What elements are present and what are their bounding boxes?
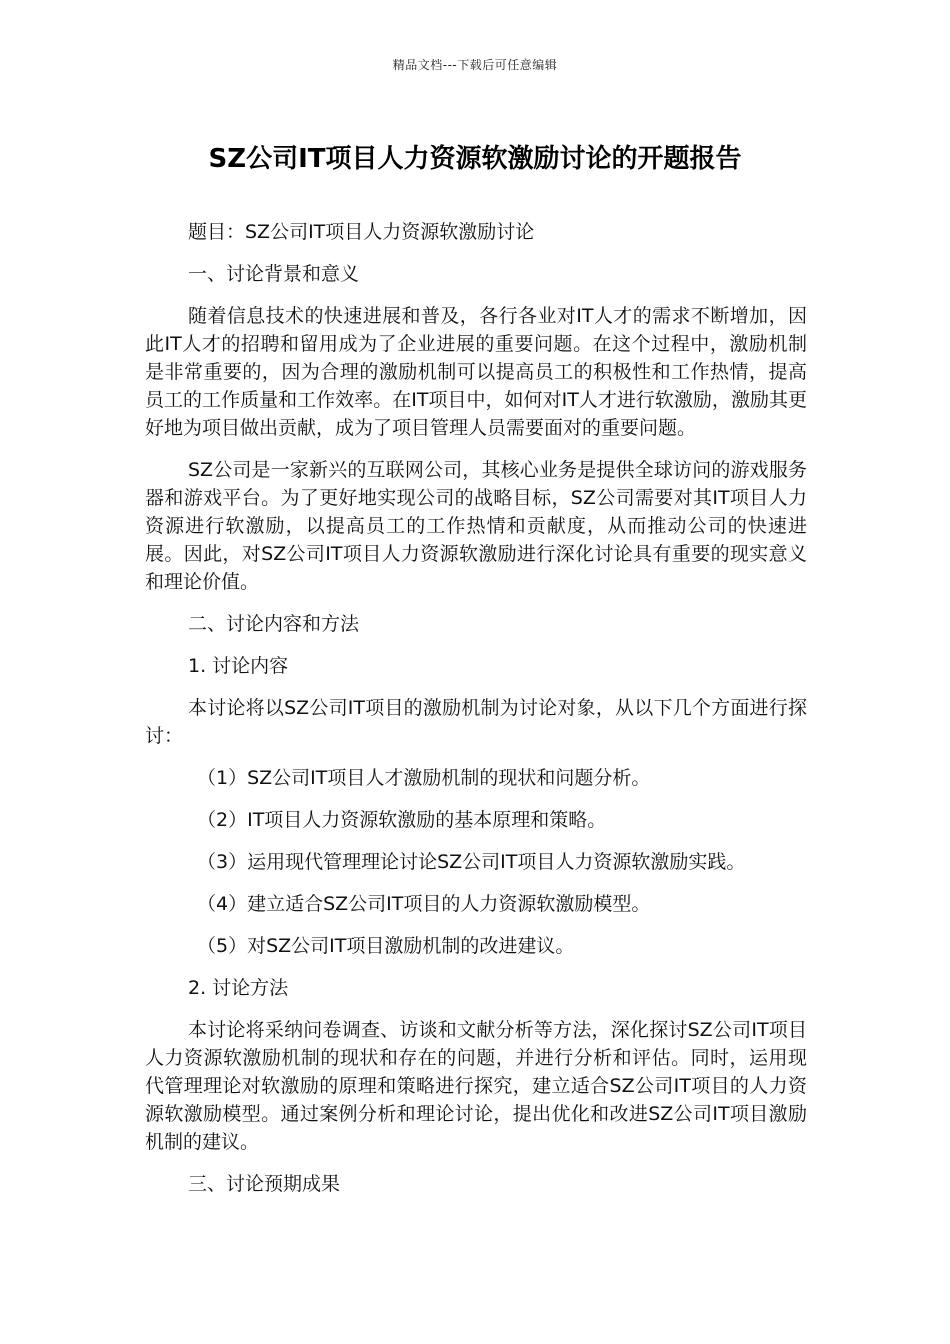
paragraph: SZ公司是一家新兴的互联网公司，其核心业务是提供全球访问的游戏服务器和游戏平台。为了更好地实现公司的战略目标，SZ公司需要对其IT项目人力资源进行软激励，以提高员工的工作热情和贡献度，从而推动公司的快速进展。因此，对SZ公司IT项目人力资源软激励进行深化讨论具有重要的现实意义和理论价值。: [145, 459, 807, 593]
page-title: SZ公司IT项目人力资源软激励讨论的开题报告: [208, 144, 742, 174]
header-note: 精品文档---下载后可任意编辑: [392, 58, 558, 72]
subsection-heading-content: 1. 讨论内容: [188, 655, 289, 677]
document-body: [145, 218, 807, 1212]
paragraph: 本讨论将采纳问卷调查、访谈和文献分析等方法，深化探讨SZ公司IT项目人力资源软激励机制的现状和存在的问题，并进行分析和评估。同时，运用现代管理理论对软激励的原理和策略进行探究，建立适合SZ公司IT项目的人力资源软激励模型。通过案例分析和理论讨论，提出优化和改进SZ公司IT项目激励机制的建议。: [145, 1019, 807, 1153]
section-heading-expected-results: 三、讨论预期成果: [188, 1173, 341, 1195]
list-item: （3）运用现代管理理论讨论SZ公司IT项目人力资源软激励实践。: [197, 851, 746, 873]
list-item: （1）SZ公司IT项目人才激励机制的现状和问题分析。: [197, 767, 651, 789]
section-heading-background: 一、讨论背景和意义: [188, 263, 360, 285]
list-item: （5）对SZ公司IT项目激励机制的改进建议。: [197, 935, 575, 957]
paragraph: 本讨论将以SZ公司IT项目的激励机制为讨论对象，从以下几个方面进行探讨：: [145, 697, 807, 747]
list-item: （2）IT项目人力资源软激励的基本原理和策略。: [197, 809, 607, 831]
subject-line: 题目：SZ公司IT项目人力资源软激励讨论: [188, 221, 535, 243]
section-heading-content-methods: 二、讨论内容和方法: [188, 613, 360, 635]
list-item: （4）建立适合SZ公司IT项目的人力资源软激励模型。: [197, 893, 651, 915]
subsection-heading-methods: 2. 讨论方法: [188, 977, 289, 999]
paragraph: 随着信息技术的快速进展和普及，各行各业对IT人才的需求不断增加，因此IT人才的招聘和留用成为了企业进展的重要问题。在这个过程中，激励机制是非常重要的，因为合理的激励机制可以提高员工的积极性和工作热情，提高员工的工作质量和工作效率。在IT项目中，如何对IT人才进行软激励，激励其更好地为项目做出贡献，成为了项目管理人员需要面对的重要问题。: [145, 305, 807, 439]
